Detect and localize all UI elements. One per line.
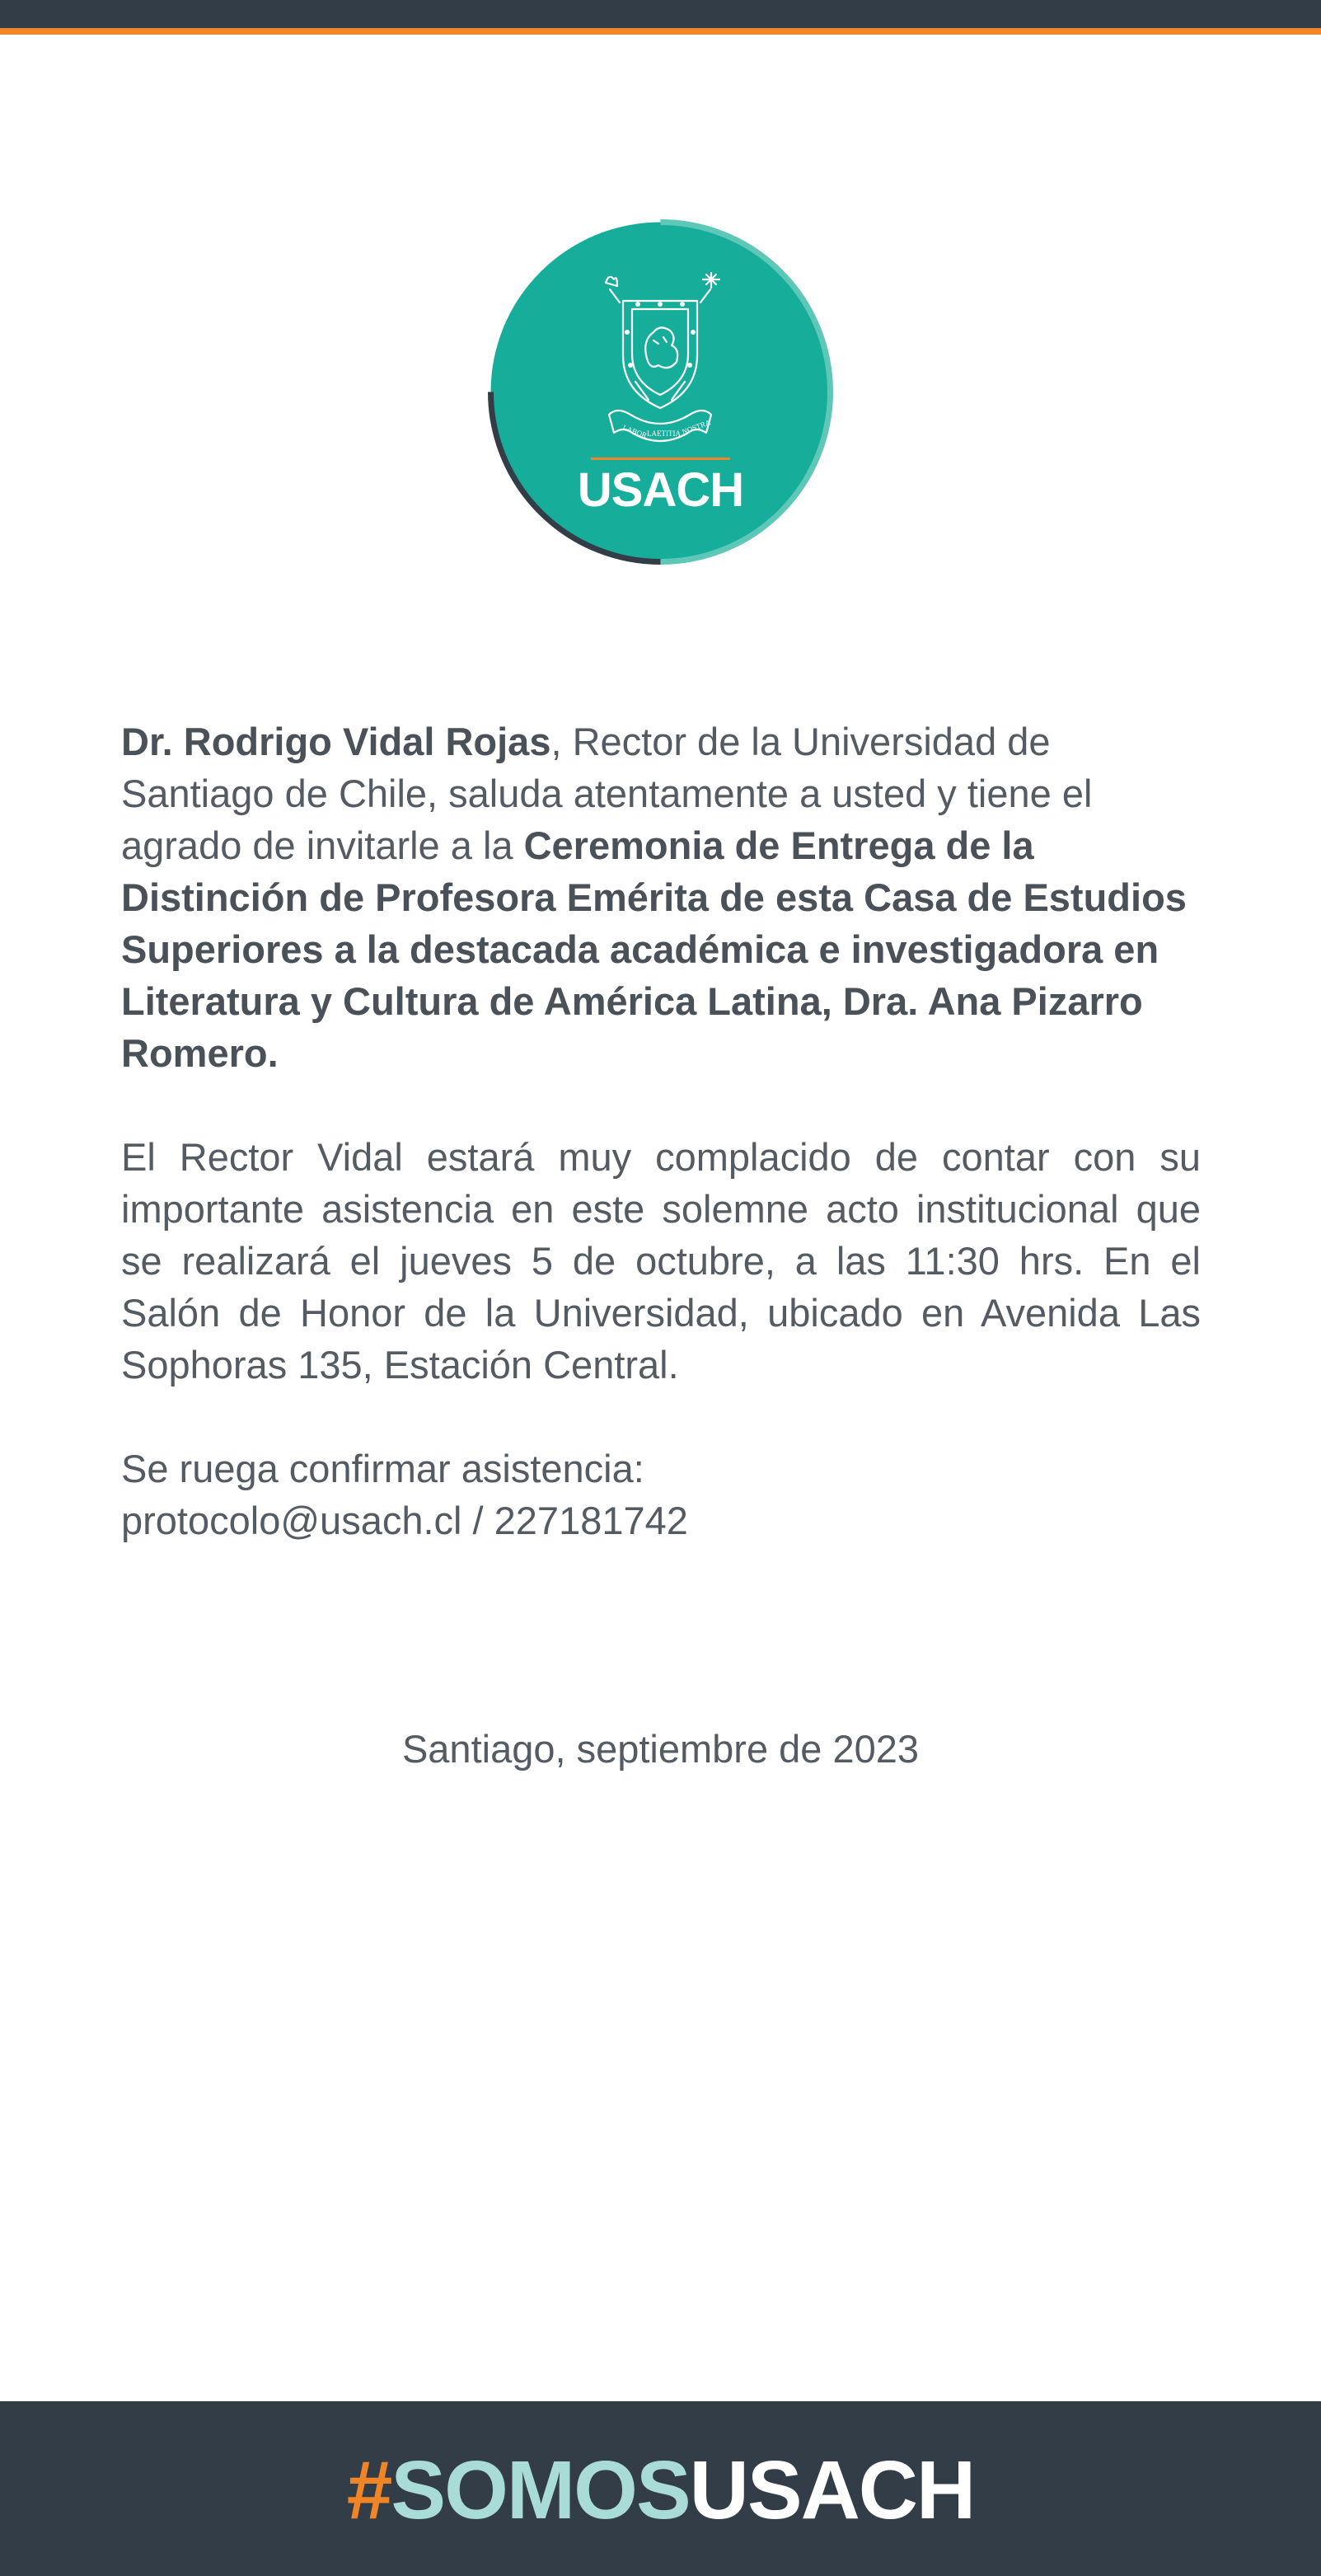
hashtag-usach: USACH [689, 2444, 975, 2536]
invitation-details: El Rector Vidal estará muy complacido de contar con su importante asistencia en este solemne acto institucional que se realizará el jueves 5 de octubre, a las 11:30 hrs. En el Salón de Honor de la Universidad, ubicado en Avenida Las Sophoras 135, Estación Central. [121, 1135, 1201, 1387]
hashtag [0, 2444, 1321, 2536]
rsvp-contact: protocolo@usach.cl / 227181742 [121, 1499, 688, 1542]
hashtag-somos: SOMOS [391, 2444, 690, 2536]
top-accent-line [0, 28, 1321, 35]
usach-logo [485, 217, 836, 567]
usach-logo-svg [485, 217, 836, 567]
host-name: Dr. Rodrigo Vidal Rojas [121, 720, 551, 763]
motto-word-3: NOSTRA [681, 418, 712, 436]
invitation-paragraph-1 [121, 716, 1201, 1079]
logo-orange-rule [591, 457, 730, 460]
footer-bar [0, 2401, 1321, 2576]
invitation-body [121, 716, 1201, 1546]
event-title: Ceremonia de Entrega de la Distinción de Profesora Emérita de esta Casa de Estudios Superiores a la destacada académica e investigadora en Literatura y Cultura de América Latina, Dra. Ana Pizarro Romero. [121, 823, 1187, 1075]
place-date: Santiago, septiembre de 2023 [401, 1727, 920, 1771]
hashtag-symbol: # [346, 2444, 391, 2536]
host-intro: , Rector de la Universidad de Santiago de Chile, saluda atentamente a usted y tiene el agrado de invitarle a la [121, 720, 1093, 867]
top-bar [0, 0, 1321, 28]
logo-wordmark: USACH [577, 463, 744, 517]
rsvp-block [121, 1443, 1201, 1546]
motto-word-1: LABOR [621, 423, 649, 440]
motto-word-2: LAETITIA [647, 429, 681, 438]
rsvp-label: Se ruega confirmar asistencia: [121, 1447, 644, 1490]
